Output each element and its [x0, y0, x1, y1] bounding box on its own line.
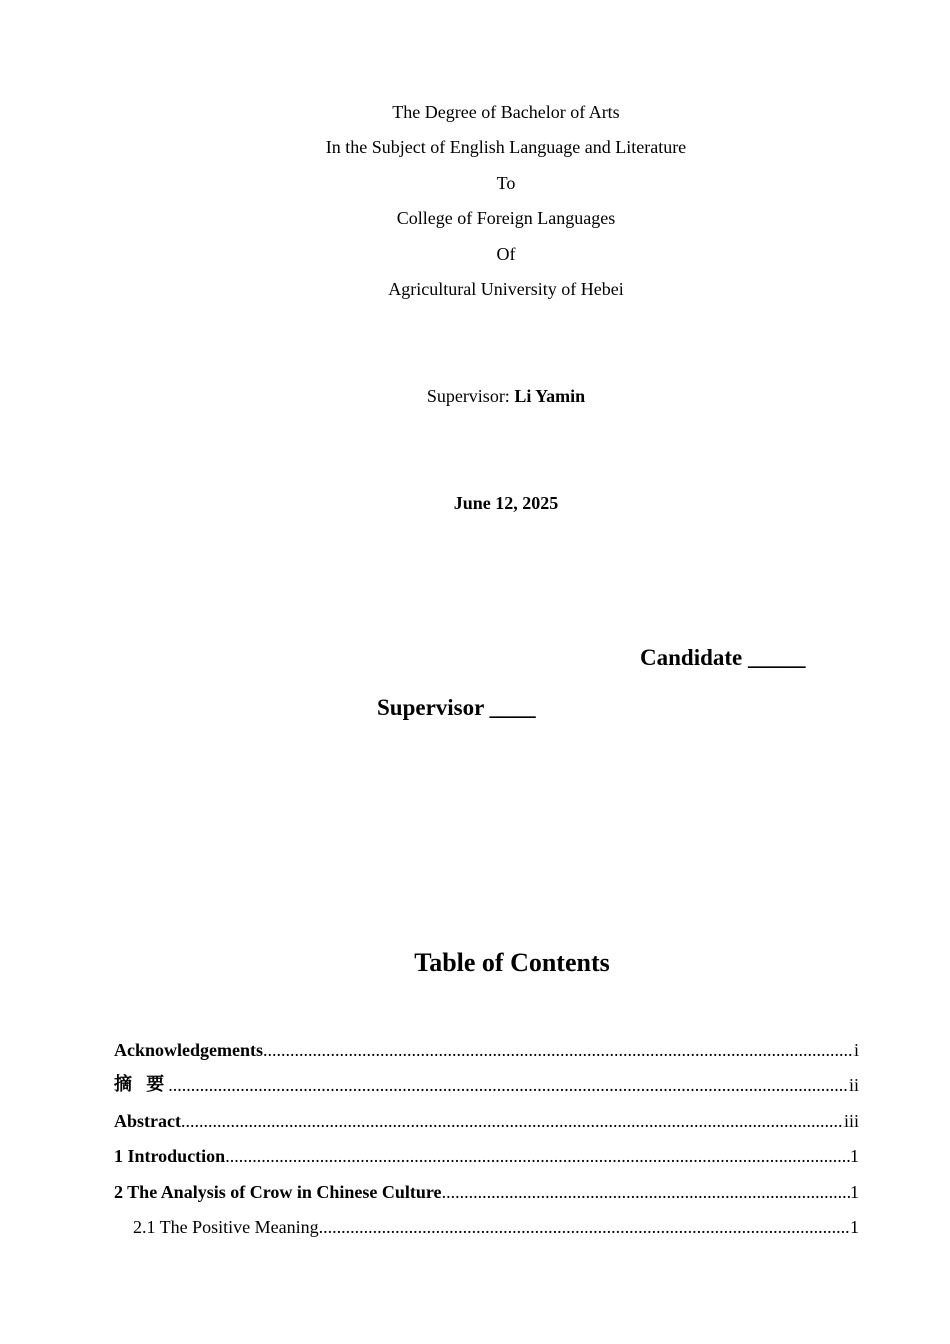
- toc-entry-label: 2.1 The Positive Meaning: [133, 1217, 319, 1237]
- toc-leader-dots: [168, 1074, 849, 1096]
- of-line: Of: [496, 244, 516, 264]
- toc-entry-page: i: [853, 1040, 859, 1060]
- toc-entry-section-2-1[interactable]: [133, 1216, 859, 1238]
- toc-entry-page: 1: [850, 1182, 859, 1202]
- supervisor-signature-line: Supervisor ____: [377, 695, 536, 720]
- university-line: Agricultural University of Hebei: [388, 279, 624, 299]
- toc-entry-abstract[interactable]: [114, 1110, 859, 1132]
- toc-entry-acknowledgements[interactable]: [114, 1039, 859, 1061]
- supervisor-label: Supervisor:: [426, 386, 515, 406]
- toc-leader-dots: [263, 1039, 854, 1061]
- toc-entry-introduction[interactable]: [114, 1145, 859, 1167]
- to-line: To: [496, 173, 516, 193]
- toc-entry-label: 摘 要: [114, 1074, 169, 1095]
- toc-entry-label: 2 The Analysis of Crow in Chinese Culture: [114, 1182, 442, 1202]
- subject-line: In the Subject of English Language and Literature: [325, 137, 687, 157]
- toc-entry-chinese-abstract[interactable]: [114, 1074, 859, 1096]
- submission-date: June 12, 2025: [453, 493, 559, 513]
- supervisor-line: [0, 385, 950, 407]
- toc-leader-dots: [442, 1181, 850, 1203]
- toc-leader-dots: [319, 1216, 850, 1238]
- toc-entry-page: 1: [850, 1146, 859, 1166]
- toc-entry-label: 1 Introduction: [114, 1146, 226, 1166]
- supervisor-name: Li Yamin: [514, 386, 586, 406]
- toc-title: Table of Contents: [414, 948, 610, 977]
- toc-leader-dots: [225, 1145, 850, 1167]
- toc-entry-page: ii: [848, 1075, 859, 1095]
- degree-line: The Degree of Bachelor of Arts: [392, 102, 620, 122]
- toc-entry-page: 1: [850, 1217, 859, 1237]
- toc-leader-dots: [181, 1110, 844, 1132]
- college-line: College of Foreign Languages: [396, 208, 616, 228]
- toc-entry-label: Acknowledgements: [114, 1040, 263, 1060]
- toc-entry-label: Abstract: [114, 1111, 181, 1131]
- toc-entry-chapter-2[interactable]: [114, 1181, 859, 1203]
- toc-entry-page: iii: [843, 1111, 859, 1131]
- candidate-signature-line: Candidate _____: [640, 645, 806, 670]
